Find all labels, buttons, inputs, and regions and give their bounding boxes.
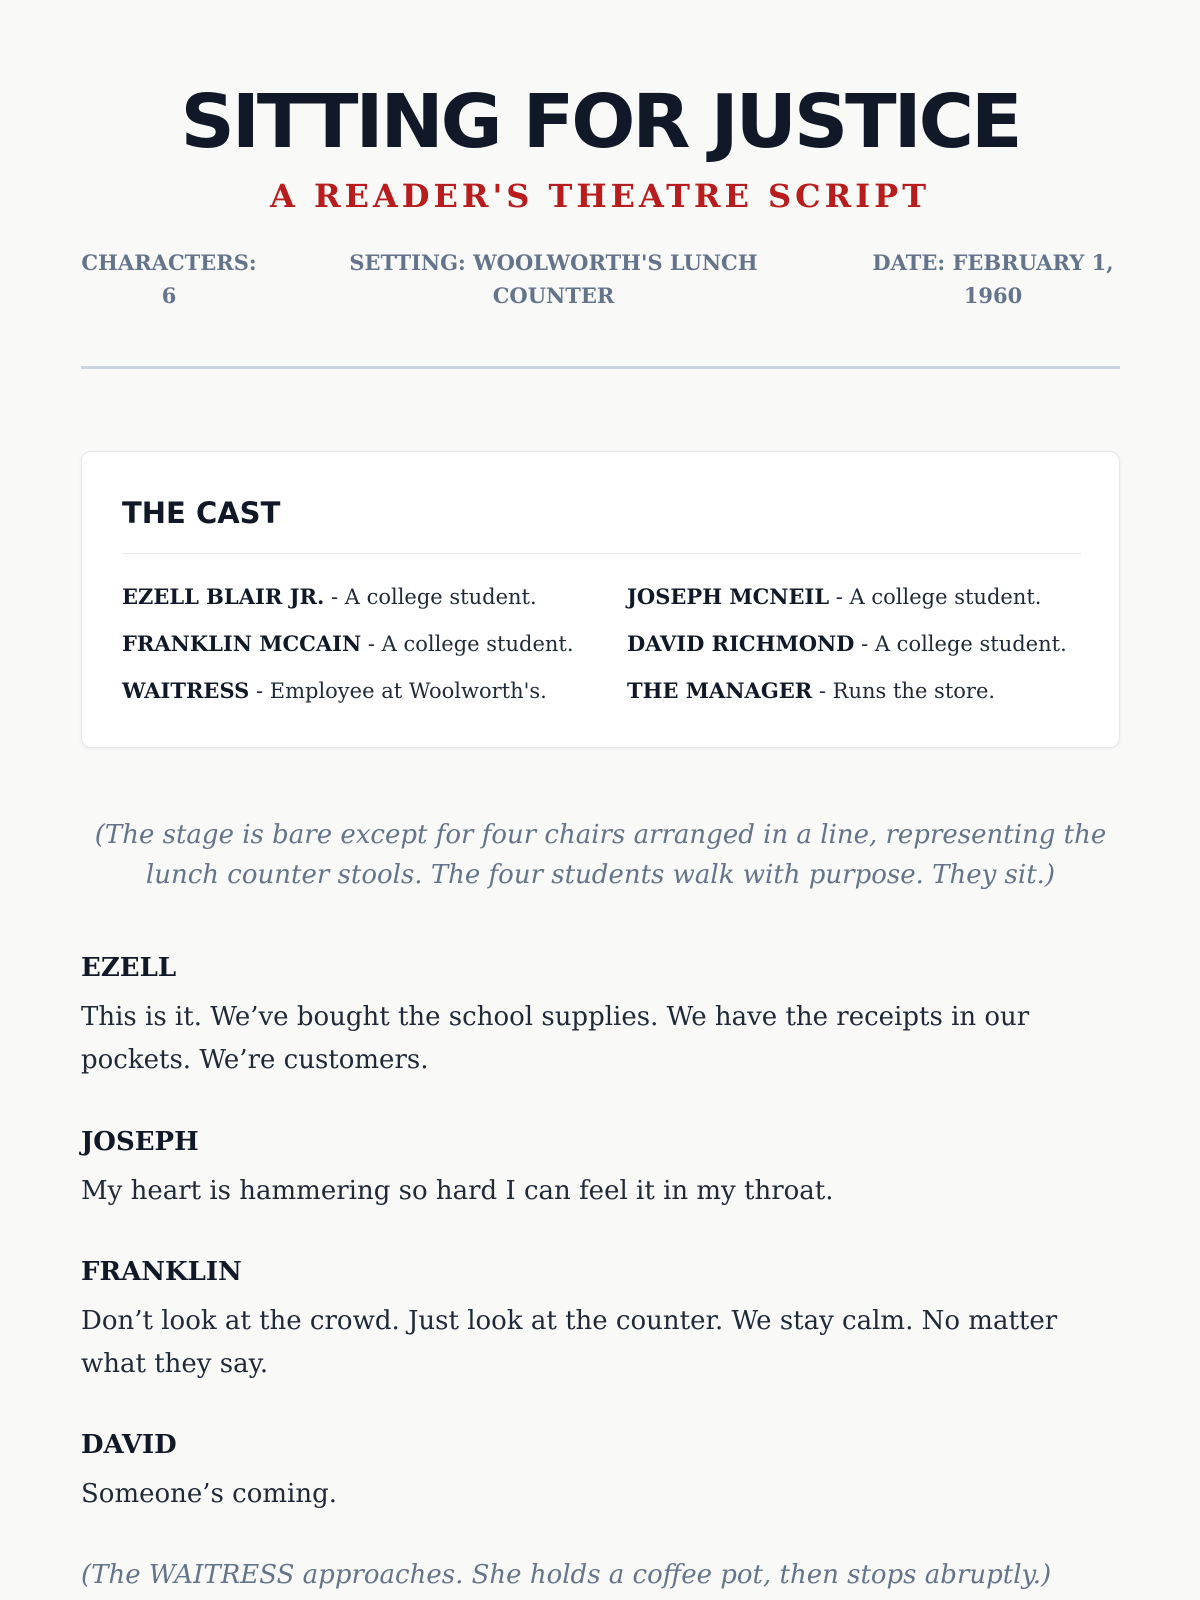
cast-member-name: FRANKLIN MCCAIN	[122, 631, 362, 656]
cast-member-joseph	[627, 582, 1041, 612]
cast-member-desc: - A college student.	[829, 585, 1042, 609]
dialogue-line: My heart is hammering so hard I can feel it in my throat.	[81, 1176, 834, 1206]
cast-member-desc: - A college student.	[361, 632, 574, 656]
speaker-name: EZELL	[81, 953, 177, 983]
cast-member-name: THE MANAGER	[627, 678, 813, 703]
meta-characters: CHARACTERS: 6	[81, 250, 257, 308]
cast-member-franklin	[122, 629, 574, 659]
cast-member-waitress	[122, 676, 547, 706]
cast-member-desc: - Runs the store.	[812, 679, 996, 703]
speaker-name: JOSEPH	[81, 1127, 199, 1157]
dialogue-line: This is it. We’ve bought the school supplies. We have the receipts in our pockets. We’re customers.	[81, 1002, 1030, 1075]
script-subtitle: A READER'S THEATRE SCRIPT	[269, 177, 931, 215]
speaker-name: DAVID	[81, 1430, 177, 1460]
stage-direction: (The stage is bare except for four chairs arranged in a line, representing the lunch counter stools. The four students walk with purpose. They sit.)	[94, 820, 1107, 890]
meta-setting: SETTING: WOOLWORTH'S LUNCH COUNTER	[349, 250, 758, 308]
cast-member-name: JOSEPH MCNEIL	[627, 584, 830, 609]
cast-member-david	[627, 629, 1067, 659]
cast-divider	[122, 553, 1081, 554]
cast-member-manager	[627, 676, 995, 706]
cast-member-ezell	[122, 582, 537, 612]
cast-card	[81, 451, 1120, 748]
cast-member-desc: - Employee at Woolworth's.	[249, 679, 547, 703]
cast-member-desc: - A college student.	[324, 585, 537, 609]
cast-member-desc: - A college student.	[854, 632, 1067, 656]
cast-member-name: EZELL BLAIR JR.	[122, 584, 325, 609]
speaker-name: FRANKLIN	[81, 1257, 242, 1287]
cast-title: THE CAST	[122, 496, 281, 530]
cast-member-name: WAITRESS	[122, 678, 250, 703]
header-divider	[81, 366, 1120, 369]
dialogue-line: Don’t look at the crowd. Just look at the counter. We stay calm. No matter what they say.	[81, 1306, 1058, 1379]
stage-direction: (The WAITRESS approaches. She holds a coffee pot, then stops abruptly.)	[81, 1560, 1052, 1590]
dialogue-line: Someone’s coming.	[81, 1479, 338, 1509]
meta-date: DATE: FEBRUARY 1, 1960	[872, 250, 1114, 308]
script-title: SITTING FOR JUSTICE	[180, 79, 1020, 165]
cast-member-name: DAVID RICHMOND	[627, 631, 855, 656]
